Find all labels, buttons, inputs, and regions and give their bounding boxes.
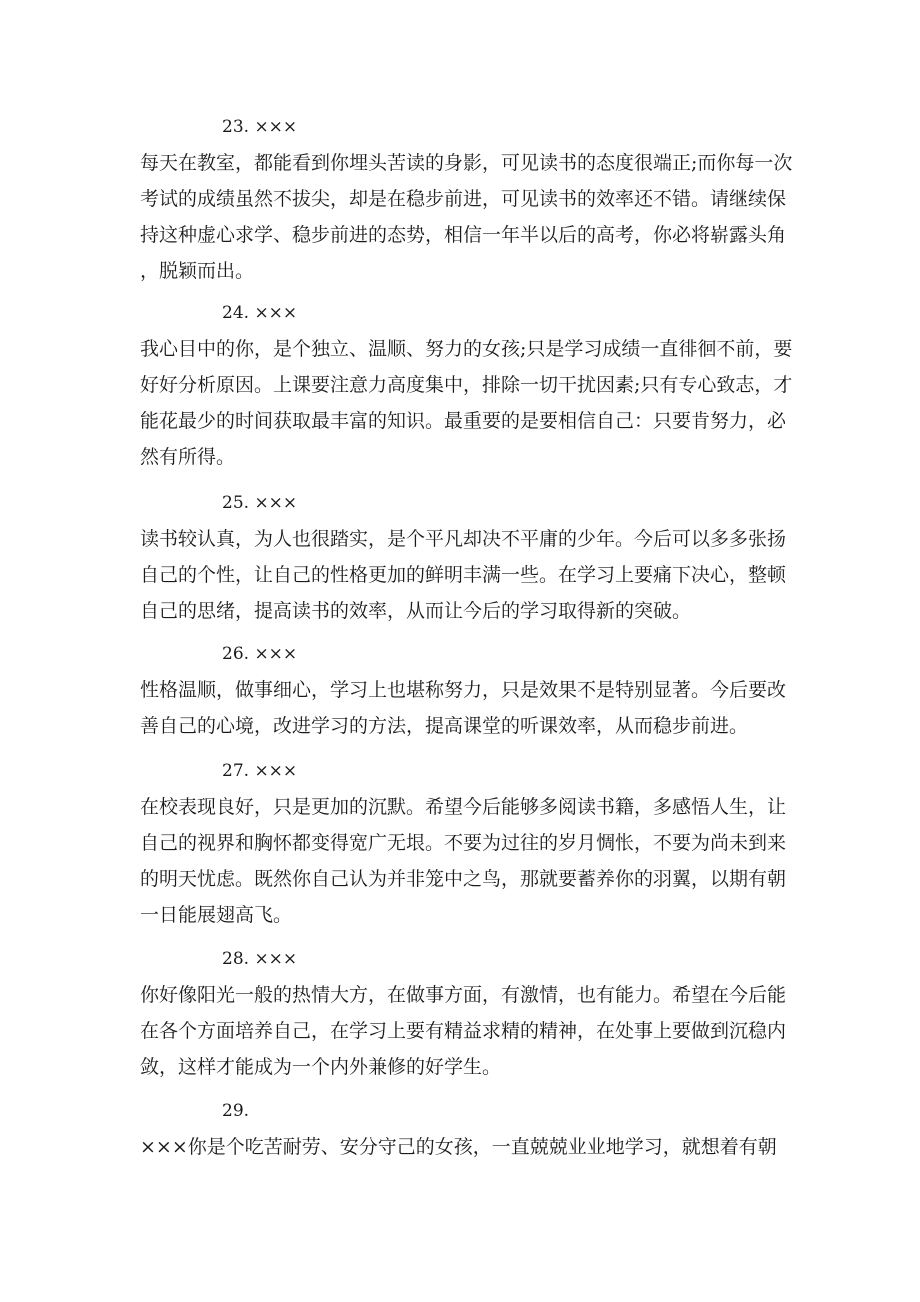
entry-heading: 26. ××× — [222, 644, 298, 664]
entry-text-line: 持这种虚心求学、稳步前进的态势，相信一年半以后的高考，你必将崭露头角 — [140, 224, 787, 246]
entry-text-line: 我心目中的你，是个独立、温顺、努力的女孩;只是学习成绩一直徘徊不前，要 — [140, 338, 793, 360]
entry-text-line: 你好像阳光一般的热情大方，在做事方面，有激情，也有能力。希望在今后能 — [140, 984, 787, 1006]
entry-text-line: 的明天忧虑。既然你自己认为并非笼中之鸟，那就要蓄养你的羽翼，以期有朝 — [140, 868, 787, 890]
entry-text-line: 在各个方面培养自己，在学习上要有精益求精的精神，在处事上要做到沉稳内 — [140, 1020, 787, 1042]
comment-entry-25 — [140, 485, 787, 629]
entry-text-line: ，脱颖而出。 — [140, 260, 255, 282]
entry-text-line: 性格温顺，做事细心，学习上也堪称努力，只是效果不是特别显著。今后要改 — [140, 679, 787, 701]
entry-text-line: 善自己的心境，改进学习的方法，提高课堂的听课效率，从而稳步前进。 — [140, 715, 749, 737]
comment-entry-29 — [140, 1093, 780, 1165]
entry-text-line: 考试的成绩虽然不拔尖，却是在稳步前进，可见读书的效率还不错。请继续保 — [140, 188, 787, 210]
entry-heading: 28. ××× — [222, 949, 298, 969]
entry-heading: 24. ××× — [222, 303, 298, 323]
comment-entry-27 — [140, 753, 787, 933]
entry-text-line: 一日能展翅高飞。 — [140, 904, 293, 926]
comment-entry-26 — [140, 636, 787, 744]
entry-text-line: 能花最少的时间获取最丰富的知识。最重要的是要相信自己：只要肯努力，必 — [140, 410, 787, 432]
entry-text-line: ×××你是个吃苦耐劳、安分守己的女孩，一直兢兢业业地学习，就想着有朝 — [140, 1136, 777, 1158]
comment-entry-23 — [140, 109, 793, 289]
entry-text-line: 在校表现良好，只是更加的沉默。希望今后能够多阅读书籍，多感悟人生，让 — [140, 796, 787, 818]
entry-heading: 23. ××× — [222, 117, 298, 137]
entry-text-line: 读书较认真，为人也很踏实，是个平凡却决不平庸的少年。今后可以多多张扬 — [140, 528, 787, 550]
entry-text-line: 好好分析原因。上课要注意力高度集中，排除一切干扰因素;只有专心致志，才 — [140, 374, 793, 396]
entry-heading: 27. ××× — [222, 761, 298, 781]
entry-text-line: 每天在教室，都能看到你埋头苦读的身影，可见读书的态度很端正;而你每一次 — [140, 152, 793, 174]
entry-heading: 25. ××× — [222, 493, 298, 513]
comment-entry-24 — [140, 295, 793, 475]
comment-entry-28 — [140, 941, 787, 1085]
entry-heading: 29. — [222, 1101, 250, 1121]
entry-text-line: 自己的个性，让自己的性格更加的鲜明丰满一些。在学习上要痛下决心，整顿 — [140, 564, 787, 586]
entry-text-line: 自己的视界和胸怀都变得宽广无垠。不要为过往的岁月惆怅，不要为尚未到来 — [140, 832, 787, 854]
entry-text-line: 自己的思绪，提高读书的效率，从而让今后的学习取得新的突破。 — [140, 600, 692, 622]
entry-text-line: 然有所得。 — [140, 446, 236, 468]
entry-text-line: 敛，这样才能成为一个内外兼修的好学生。 — [140, 1056, 502, 1078]
